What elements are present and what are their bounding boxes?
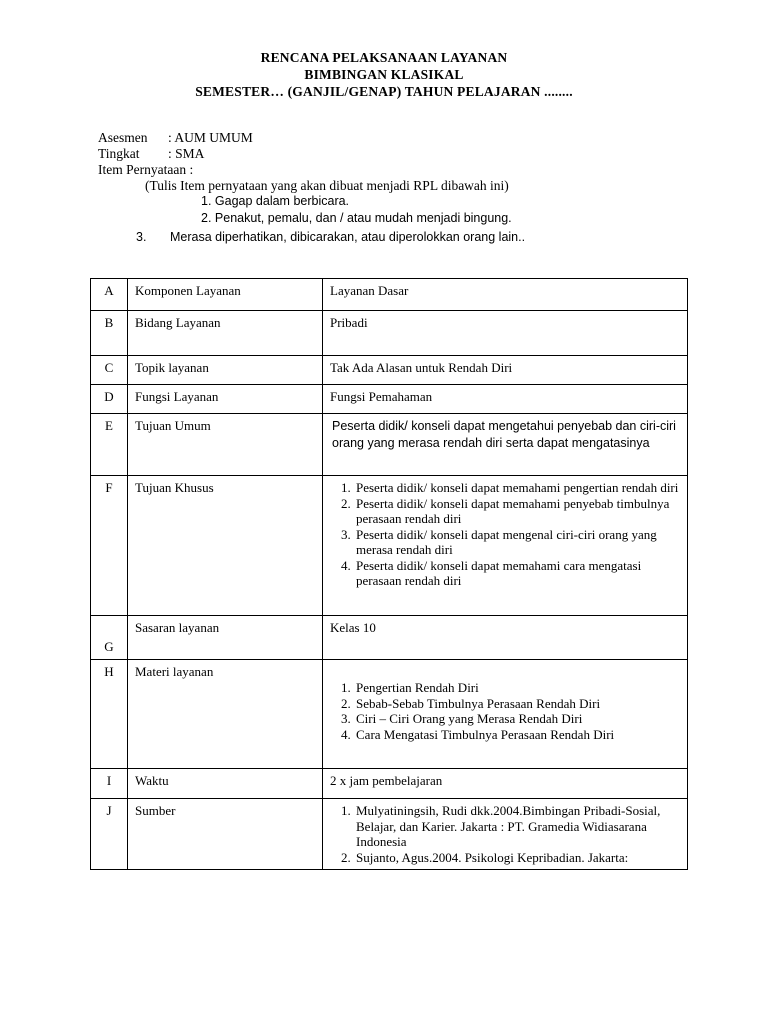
list-item: 4. Cara Mengatasi Timbulnya Perasaan Rendah Diri: [354, 727, 680, 743]
item-pernyataan-label: Item Pernyataan :: [98, 162, 194, 177]
asesmen-line: [98, 130, 253, 146]
instruction-text: (Tulis Item pernyataan yang akan dibuat menjadi RPL dibawah ini): [145, 178, 509, 193]
table-row: [91, 769, 688, 799]
row-code: C: [91, 356, 128, 385]
list-item: 3. Peserta didik/ konseli dapat mengenal ciri-ciri orang yang merasa rendah diri: [354, 527, 680, 558]
row-label: Sumber: [128, 799, 323, 870]
table-row: [91, 414, 688, 476]
list-item: 4. Peserta didik/ konseli dapat memahami cara mengatasi perasaan rendah diri: [354, 558, 680, 589]
statement-text: Merasa diperhatikan, dibicarakan, atau diperolokkan orang lain..: [170, 230, 526, 244]
statement-item: [201, 194, 349, 208]
row-label: Tujuan Khusus: [128, 476, 323, 616]
list-item: 3. Ciri – Ciri Orang yang Merasa Rendah Diri: [354, 711, 680, 727]
row-code: G: [91, 616, 128, 660]
asesmen-label: Asesmen: [98, 130, 148, 145]
row-label: Tujuan Umum: [128, 414, 323, 476]
tingkat-value: : SMA: [168, 146, 205, 161]
statement-text: Gagap dalam berbicara.: [214, 194, 350, 208]
row-label: Komponen Layanan: [128, 279, 323, 311]
materials-list: [330, 680, 680, 742]
row-value: Tak Ada Alasan untuk Rendah Diri: [323, 356, 688, 385]
statement-number: 1.: [201, 194, 212, 208]
table-row: [91, 385, 688, 414]
row-code: H: [91, 660, 128, 769]
doc-title-line-1: RENCANA PELAKSANAAN LAYANAN: [260, 50, 508, 65]
table-row: [91, 311, 688, 356]
row-value: Fungsi Pemahaman: [323, 385, 688, 414]
list-item: 1. Mulyatiningsih, Rudi dkk.2004.Bimbingan Pribadi-Sosial, Belajar, dan Karier. Jakarta : PT. Gramedia Widiasarana Indonesia: [354, 803, 680, 850]
list-item: 1. Peserta didik/ konseli dapat memahami pengertian rendah diri: [354, 480, 680, 496]
row-code: E: [91, 414, 128, 476]
statement-number: 3.: [136, 230, 147, 244]
row-label: Sasaran layanan: [128, 616, 323, 660]
row-code: D: [91, 385, 128, 414]
row-code: J: [91, 799, 128, 870]
row-value: Peserta didik/ konseli dapat mengetahui penyebab dan ciri-ciri orang yang merasa rendah diri serta dapat mengatasinya: [323, 414, 688, 476]
row-code: B: [91, 311, 128, 356]
list-item: 2. Sebab-Sebab Timbulnya Perasaan Rendah Diri: [354, 696, 680, 712]
objectives-list: [330, 480, 680, 589]
row-value: 2 x jam pembelajaran: [323, 769, 688, 799]
row-value: [323, 476, 688, 616]
row-code: F: [91, 476, 128, 616]
sources-list: [330, 803, 680, 865]
row-value: [323, 799, 688, 870]
row-value: [323, 660, 688, 769]
table-row: [91, 279, 688, 311]
table-row: [91, 799, 688, 870]
row-code: I: [91, 769, 128, 799]
statement-number: 2.: [201, 211, 212, 225]
row-value: Layanan Dasar: [323, 279, 688, 311]
table-row: [91, 616, 688, 660]
tingkat-label: Tingkat: [98, 146, 140, 161]
doc-title-line-3: SEMESTER… (GANJIL/GENAP) TAHUN PELAJARAN ........: [195, 84, 573, 99]
row-code: A: [91, 279, 128, 311]
statement-item: [201, 211, 512, 225]
row-label: Bidang Layanan: [128, 311, 323, 356]
row-value: Pribadi: [323, 311, 688, 356]
asesmen-value: : AUM UMUM: [168, 130, 253, 145]
tingkat-line: [98, 146, 204, 162]
statement-text: Penakut, pemalu, dan / atau mudah menjadi bingung.: [214, 211, 512, 225]
statement-item: [136, 230, 525, 244]
table-row: [91, 476, 688, 616]
row-label: Materi layanan: [128, 660, 323, 769]
service-plan-table: [90, 278, 688, 870]
doc-title-line-2: BIMBINGAN KLASIKAL: [304, 67, 464, 82]
row-value: Kelas 10: [323, 616, 688, 660]
table-row: [91, 356, 688, 385]
list-item: 2. Sujanto, Agus.2004. Psikologi Kepribadian. Jakarta:: [354, 850, 680, 866]
table-row: [91, 660, 688, 769]
list-item: 2. Peserta didik/ konseli dapat memahami penyebab timbulnya perasaan rendah diri: [354, 496, 680, 527]
row-label: Fungsi Layanan: [128, 385, 323, 414]
row-label: Waktu: [128, 769, 323, 799]
list-item: 1. Pengertian Rendah Diri: [354, 680, 680, 696]
row-label: Topik layanan: [128, 356, 323, 385]
